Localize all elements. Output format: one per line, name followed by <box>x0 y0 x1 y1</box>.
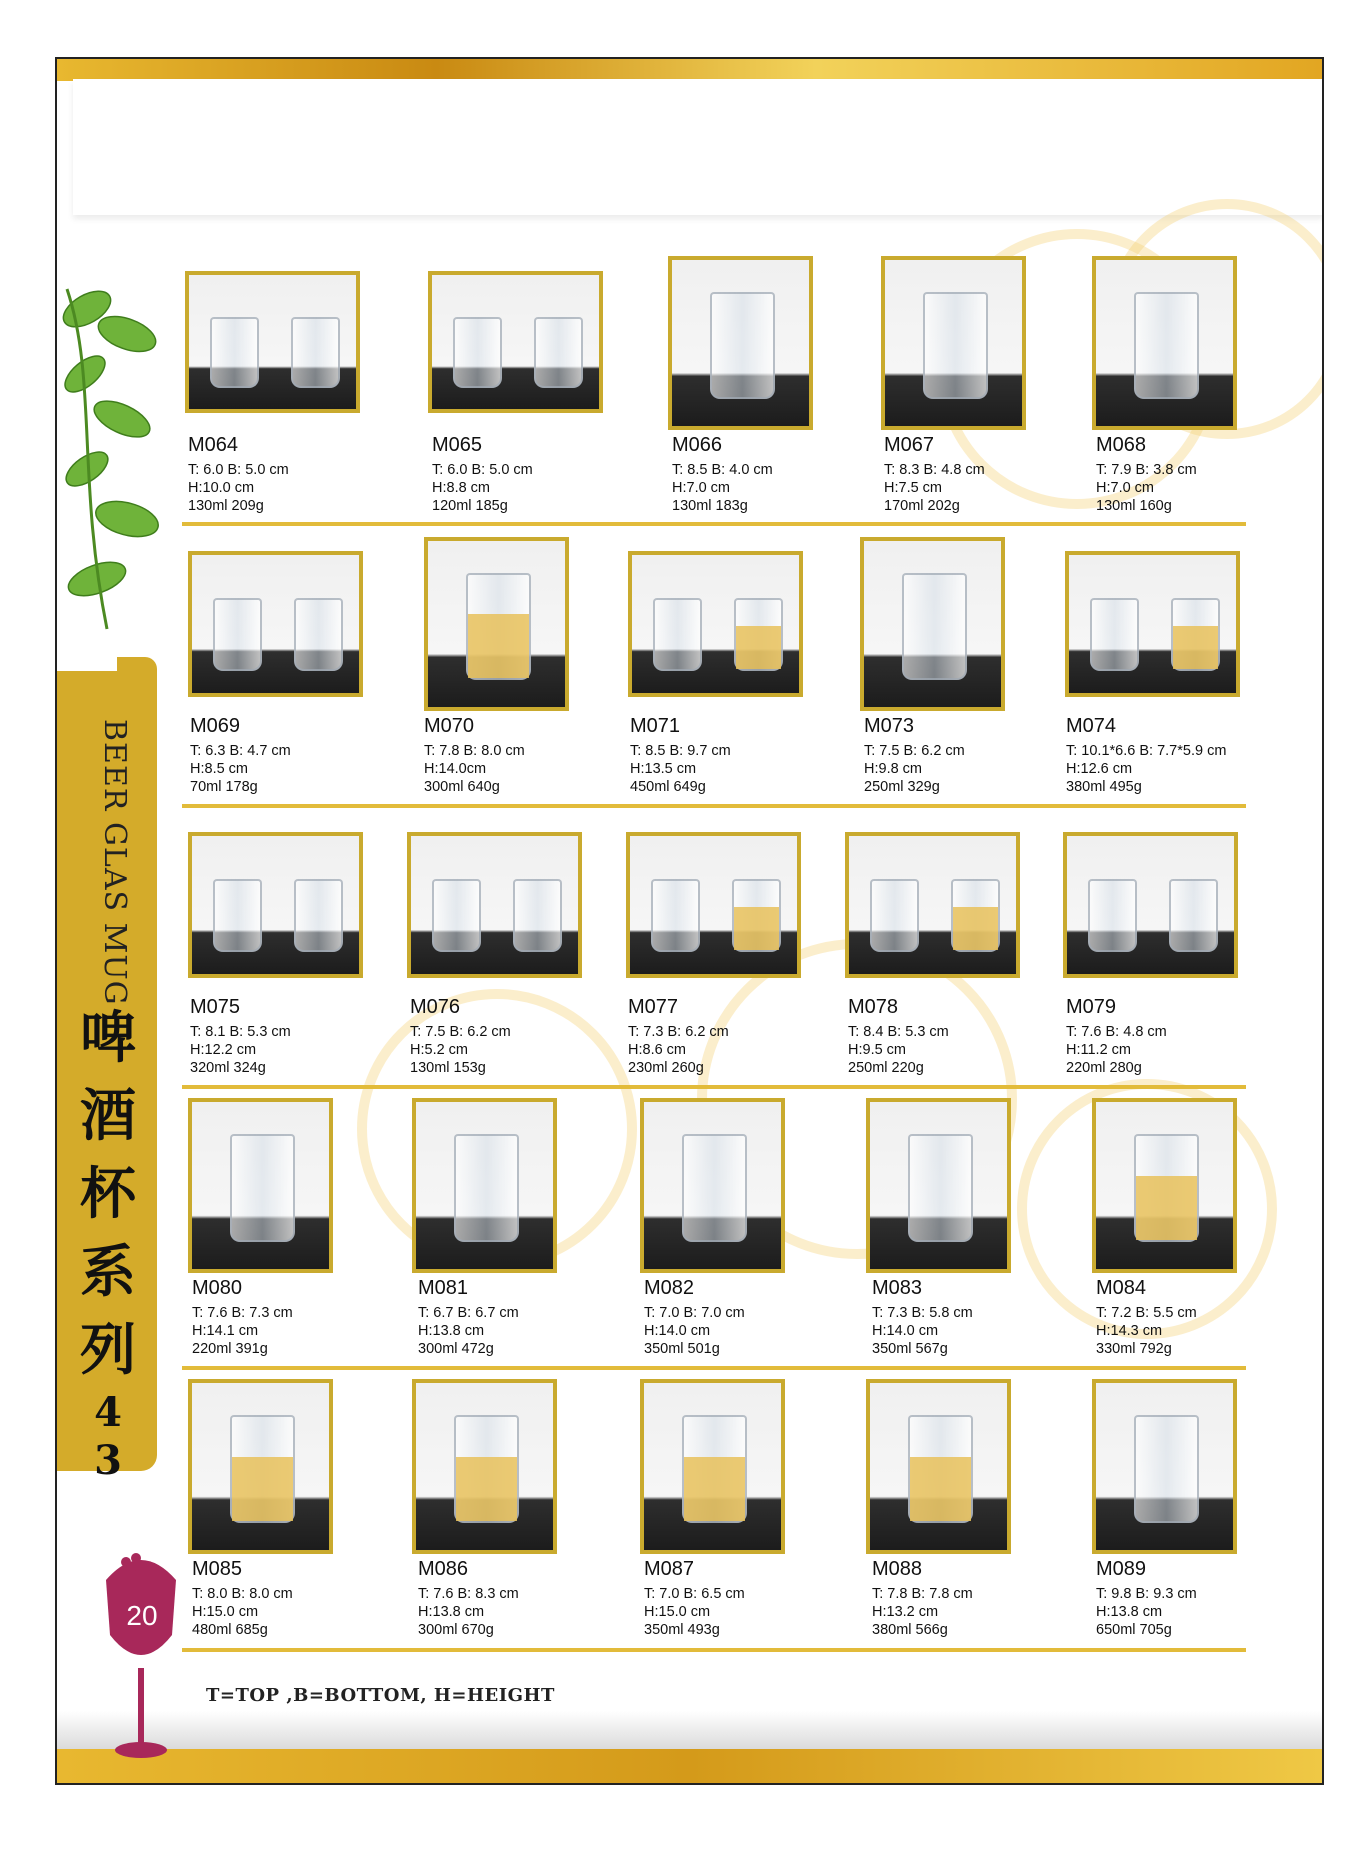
product-dimensions: T: 6.3 B: 4.7 cm <box>190 743 291 759</box>
product-spec: 250ml 329g <box>864 779 940 795</box>
leaf-decoration-icon <box>57 279 167 639</box>
glass-mug-shape <box>734 598 783 671</box>
product-code: M065 <box>432 434 483 456</box>
glass-mug-shape <box>230 1134 295 1243</box>
product-height: H:12.6 cm <box>1066 761 1133 777</box>
product-code: M086 <box>418 1558 469 1580</box>
product-photo <box>407 832 582 978</box>
product-height: H:13.8 cm <box>418 1604 485 1620</box>
product-spec: 380ml 566g <box>872 1622 948 1638</box>
product-height: H:14.0 cm <box>644 1323 711 1339</box>
glass-mug-shape <box>951 879 1000 952</box>
product-dimensions: T: 8.4 B: 5.3 cm <box>848 1024 949 1040</box>
product-photo <box>188 832 363 978</box>
product-photo <box>185 271 360 413</box>
sidebar-char: 系 <box>80 1239 136 1305</box>
sidebar-title-en: BEER GLAS MUG <box>97 719 132 1006</box>
product-photo <box>640 1379 785 1554</box>
product-dimensions: T: 7.2 B: 5.5 cm <box>1096 1305 1197 1321</box>
product-code: M084 <box>1096 1277 1147 1299</box>
product-spec: 320ml 324g <box>190 1060 266 1076</box>
product-height: H:9.8 cm <box>864 761 923 777</box>
product-code: M064 <box>188 434 239 456</box>
product-spec: 130ml 160g <box>1096 498 1172 514</box>
product-code: M077 <box>628 996 679 1018</box>
wine-glass-icon <box>96 1540 186 1770</box>
glass-mug-shape <box>294 879 343 952</box>
product-code: M088 <box>872 1558 923 1580</box>
glass-mug-shape <box>732 879 781 952</box>
beer-fill <box>468 614 529 678</box>
glass-mug-shape <box>1171 598 1220 671</box>
product-spec: 380ml 495g <box>1066 779 1142 795</box>
row-divider <box>182 804 1246 808</box>
product-spec: 350ml 501g <box>644 1341 720 1357</box>
product-dimensions: T: 7.6 B: 4.8 cm <box>1066 1024 1167 1040</box>
beer-fill <box>953 907 998 950</box>
product-spec: 130ml 153g <box>410 1060 486 1076</box>
product-code: M085 <box>192 1558 243 1580</box>
product-dimensions: T: 7.8 B: 7.8 cm <box>872 1586 973 1602</box>
product-spec: 250ml 220g <box>848 1060 924 1076</box>
product-code: M071 <box>630 715 681 737</box>
sidebar-title-cn <box>73 999 143 1485</box>
sidebar-char: 4 <box>94 1389 122 1436</box>
glass-mug-shape <box>213 598 262 671</box>
product-code: M070 <box>424 715 475 737</box>
product-code: M067 <box>884 434 935 456</box>
bottom-gold-band <box>57 1749 1322 1783</box>
beer-fill <box>684 1457 745 1522</box>
glass-mug-shape <box>653 598 702 671</box>
product-photo <box>866 1379 1011 1554</box>
product-spec: 650ml 705g <box>1096 1622 1172 1638</box>
product-photo <box>626 832 801 978</box>
product-height: H:13.8 cm <box>418 1323 485 1339</box>
product-code: M069 <box>190 715 241 737</box>
product-dimensions: T: 7.6 B: 8.3 cm <box>418 1586 519 1602</box>
product-code: M073 <box>864 715 915 737</box>
beer-fill <box>910 1457 971 1522</box>
glass-mug-shape <box>908 1134 973 1243</box>
glass-mug-shape <box>651 879 700 952</box>
glass-mug-shape <box>1134 292 1199 400</box>
product-photo <box>412 1098 557 1273</box>
product-photo <box>1092 256 1237 430</box>
product-code: M081 <box>418 1277 469 1299</box>
product-dimensions: T: 6.0 B: 5.0 cm <box>188 462 289 478</box>
product-photo <box>1063 832 1238 978</box>
glass-mug-shape <box>902 573 967 681</box>
product-code: M075 <box>190 996 241 1018</box>
product-dimensions: T: 10.1*6.6 B: 7.7*5.9 cm <box>1066 743 1227 759</box>
product-height: H:9.5 cm <box>848 1042 907 1058</box>
product-height: H:14.1 cm <box>192 1323 259 1339</box>
product-dimensions: T: 7.5 B: 6.2 cm <box>410 1024 511 1040</box>
product-height: H:8.5 cm <box>190 761 249 777</box>
product-height: H:14.0cm <box>424 761 487 777</box>
product-code: M068 <box>1096 434 1147 456</box>
product-code: M080 <box>192 1277 243 1299</box>
product-code: M066 <box>672 434 723 456</box>
product-dimensions: T: 7.3 B: 5.8 cm <box>872 1305 973 1321</box>
sidebar-char: 3 <box>94 1437 122 1484</box>
product-dimensions: T: 7.9 B: 3.8 cm <box>1096 462 1197 478</box>
product-photo <box>428 271 603 413</box>
sidebar-char: 列 <box>80 1317 136 1383</box>
product-photo <box>860 537 1005 711</box>
product-dimensions: T: 9.8 B: 9.3 cm <box>1096 1586 1197 1602</box>
bottom-gray-band <box>57 1711 1322 1751</box>
beer-fill <box>734 907 779 950</box>
product-dimensions: T: 6.7 B: 6.7 cm <box>418 1305 519 1321</box>
product-spec: 120ml 185g <box>432 498 508 514</box>
glass-mug-shape <box>513 879 562 952</box>
product-height: H:13.8 cm <box>1096 1604 1163 1620</box>
glass-mug-shape <box>710 292 775 400</box>
product-height: H:13.2 cm <box>872 1604 939 1620</box>
product-photo <box>188 551 363 697</box>
header-panel <box>73 79 1324 215</box>
glass-mug-shape <box>454 1415 519 1524</box>
product-spec: 230ml 260g <box>628 1060 704 1076</box>
product-spec: 70ml 178g <box>190 779 258 795</box>
glass-mug-shape <box>1169 879 1218 952</box>
product-height: H:8.8 cm <box>432 480 491 496</box>
product-spec: 130ml 183g <box>672 498 748 514</box>
product-spec: 300ml 670g <box>418 1622 494 1638</box>
product-dimensions: T: 6.0 B: 5.0 cm <box>432 462 533 478</box>
glass-mug-shape <box>432 879 481 952</box>
product-dimensions: T: 7.5 B: 6.2 cm <box>864 743 965 759</box>
product-photo <box>188 1379 333 1554</box>
product-height: H:14.3 cm <box>1096 1323 1163 1339</box>
product-photo <box>424 537 569 711</box>
product-photo <box>412 1379 557 1554</box>
glass-mug-shape <box>294 598 343 671</box>
row-divider <box>182 1648 1246 1652</box>
product-height: H:11.2 cm <box>1066 1042 1132 1058</box>
glass-mug-shape <box>230 1415 295 1524</box>
product-spec: 450ml 649g <box>630 779 706 795</box>
glass-mug-shape <box>534 317 583 388</box>
product-height: H:8.6 cm <box>628 1042 687 1058</box>
product-photo <box>1065 551 1240 697</box>
product-dimensions: T: 8.1 B: 5.3 cm <box>190 1024 291 1040</box>
product-photo <box>866 1098 1011 1273</box>
product-photo <box>640 1098 785 1273</box>
glass-mug-shape <box>213 879 262 952</box>
product-spec: 220ml 280g <box>1066 1060 1142 1076</box>
beer-fill <box>232 1457 293 1522</box>
product-photo <box>881 256 1026 430</box>
row-divider <box>182 522 1246 526</box>
product-height: H:14.0 cm <box>872 1323 939 1339</box>
product-code: M078 <box>848 996 899 1018</box>
product-spec: 330ml 792g <box>1096 1341 1172 1357</box>
beer-fill <box>1136 1176 1197 1241</box>
product-height: H:7.0 cm <box>672 480 731 496</box>
product-photo <box>668 256 813 430</box>
sidebar-char: 啤 <box>80 1005 136 1071</box>
product-spec: 300ml 472g <box>418 1341 494 1357</box>
glass-mug-shape <box>682 1134 747 1243</box>
glass-mug-shape <box>908 1415 973 1524</box>
product-photo <box>188 1098 333 1273</box>
product-height: H:12.2 cm <box>190 1042 257 1058</box>
product-height: H:13.5 cm <box>630 761 697 777</box>
sidebar-char: 酒 <box>80 1083 136 1149</box>
page-number: 20 <box>126 1600 158 1631</box>
product-height: H:15.0 cm <box>644 1604 711 1620</box>
beer-fill <box>456 1457 517 1522</box>
footnote: T=TOP ,B=BOTTOM, H=HEIGHT <box>206 1685 555 1706</box>
beer-fill <box>736 626 781 669</box>
beer-fill <box>1173 626 1218 669</box>
product-code: M087 <box>644 1558 695 1580</box>
glass-mug-shape <box>870 879 919 952</box>
glass-mug-shape <box>1090 598 1139 671</box>
product-dimensions: T: 8.0 B: 8.0 cm <box>192 1586 293 1602</box>
sidebar-char: 杯 <box>80 1161 136 1227</box>
product-spec: 350ml 567g <box>872 1341 948 1357</box>
product-height: H:7.0 cm <box>1096 480 1155 496</box>
product-dimensions: T: 7.0 B: 7.0 cm <box>644 1305 745 1321</box>
product-dimensions: T: 7.0 B: 6.5 cm <box>644 1586 745 1602</box>
product-code: M074 <box>1066 715 1117 737</box>
row-divider <box>182 1366 1246 1370</box>
product-dimensions: T: 8.5 B: 4.0 cm <box>672 462 773 478</box>
product-photo <box>845 832 1020 978</box>
row-divider <box>182 1085 1246 1089</box>
product-height: H:5.2 cm <box>410 1042 469 1058</box>
product-dimensions: T: 7.3 B: 6.2 cm <box>628 1024 729 1040</box>
product-spec: 170ml 202g <box>884 498 960 514</box>
product-photo <box>1092 1098 1237 1273</box>
product-code: M076 <box>410 996 461 1018</box>
product-code: M083 <box>872 1277 923 1299</box>
product-dimensions: T: 8.5 B: 9.7 cm <box>630 743 731 759</box>
product-spec: 300ml 640g <box>424 779 500 795</box>
product-code: M079 <box>1066 996 1117 1018</box>
product-dimensions: T: 7.6 B: 7.3 cm <box>192 1305 293 1321</box>
product-height: H:15.0 cm <box>192 1604 259 1620</box>
product-photo <box>1092 1379 1237 1554</box>
product-dimensions: T: 7.8 B: 8.0 cm <box>424 743 525 759</box>
glass-mug-shape <box>1134 1134 1199 1243</box>
glass-mug-shape <box>923 292 988 400</box>
product-spec: 220ml 391g <box>192 1341 268 1357</box>
product-height: H:10.0 cm <box>188 480 255 496</box>
glass-mug-shape <box>210 317 259 388</box>
product-spec: 350ml 493g <box>644 1622 720 1638</box>
glass-mug-shape <box>453 317 502 388</box>
product-code: M082 <box>644 1277 695 1299</box>
glass-mug-shape <box>1134 1415 1199 1524</box>
product-photo <box>628 551 803 697</box>
glass-mug-shape <box>1088 879 1137 952</box>
glass-mug-shape <box>466 573 531 681</box>
glass-mug-shape <box>454 1134 519 1243</box>
top-gold-band <box>57 59 1322 81</box>
product-spec: 130ml 209g <box>188 498 264 514</box>
product-dimensions: T: 8.3 B: 4.8 cm <box>884 462 985 478</box>
product-code: M089 <box>1096 1558 1147 1580</box>
glass-mug-shape <box>682 1415 747 1524</box>
product-spec: 480ml 685g <box>192 1622 268 1638</box>
glass-mug-shape <box>291 317 340 388</box>
product-height: H:7.5 cm <box>884 480 943 496</box>
